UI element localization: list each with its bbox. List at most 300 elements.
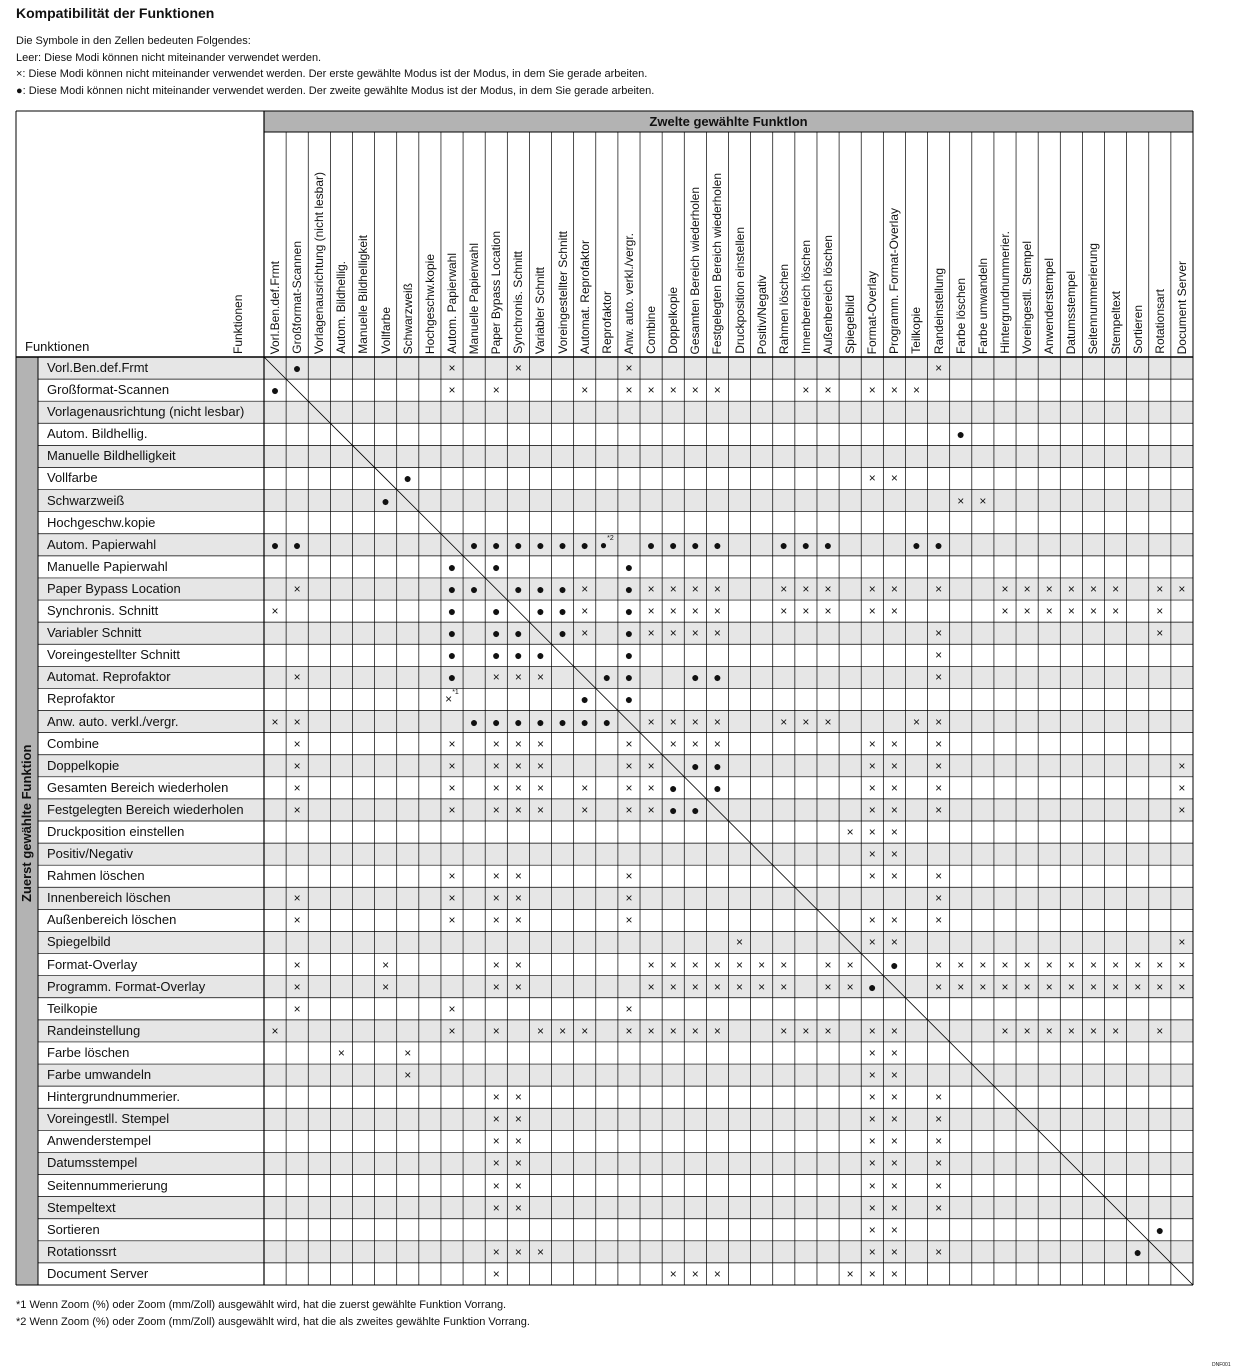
row-shade xyxy=(38,1152,1193,1174)
table-cell-symbol: × xyxy=(625,361,633,375)
row-label: Anwenderstempel xyxy=(47,1133,152,1149)
table-cell-symbol: × xyxy=(868,780,876,795)
table-cell-symbol: × xyxy=(448,361,456,375)
table-cell-symbol: ● xyxy=(492,603,501,620)
table-cell-symbol: × xyxy=(647,979,655,994)
legend-cross: ×: Diese Modi können nicht miteinander verwendet werden. Der erste gewählte Modus ist der Modus, in dem Sie gerade arbeiten. xyxy=(16,68,648,80)
table-cell-symbol: × xyxy=(691,736,699,751)
table-cell-symbol: × xyxy=(868,1134,876,1149)
table-cell-symbol: × xyxy=(1001,957,1009,972)
table-cell-symbol: ● xyxy=(469,713,479,730)
table-cell-symbol: × xyxy=(713,604,721,619)
table-cell-symbol: × xyxy=(337,1045,345,1060)
row-label: Rahmen löschen xyxy=(47,868,145,884)
column-header: Festgelegten Bereich wiederholen xyxy=(710,172,725,354)
table-cell-symbol: ● xyxy=(447,580,457,597)
table-cell-symbol: ● xyxy=(580,691,589,708)
legend-dot: ●: Diese Modi können nicht miteinander verwendet werden. Der zweite gewählte Modus ist der Modus, in dem Sie gerade arbeiten. xyxy=(16,85,655,97)
table-cell-symbol: ● xyxy=(558,603,567,620)
table-cell-symbol: × xyxy=(536,780,544,795)
row-label: Doppelkopie xyxy=(47,757,120,773)
table-cell-symbol: × xyxy=(492,957,500,972)
column-header: Gesamten Bereich wiederholen xyxy=(688,186,703,354)
table-cell-symbol: × xyxy=(1156,1023,1164,1038)
column-header: Reprofaktor xyxy=(599,291,614,354)
table-cell-symbol: × xyxy=(581,1023,589,1038)
table-cell-symbol: × xyxy=(1178,957,1186,972)
table-cell-symbol: × xyxy=(691,714,699,729)
row-label: Seitennummerierung xyxy=(47,1177,168,1193)
table-cell-symbol: ● xyxy=(624,669,634,686)
table-cell-symbol: × xyxy=(1045,979,1053,994)
table-cell-symbol: × xyxy=(293,670,301,685)
table-cell-symbol: × xyxy=(1023,957,1031,972)
table-cell-symbol: × xyxy=(824,383,832,398)
table-cell-symbol: × xyxy=(691,1266,699,1281)
table-cell-symbol: × xyxy=(758,957,766,972)
table-cell-symbol: ● xyxy=(447,669,457,686)
table-cell-symbol: × xyxy=(691,1023,699,1038)
table-cell-symbol: ● xyxy=(447,558,457,575)
table-cell-symbol: × xyxy=(293,802,301,817)
table-cell-symbol: × xyxy=(736,979,744,994)
table-cell-symbol: × xyxy=(448,758,456,773)
table-cell-symbol: × xyxy=(890,869,898,884)
table-cell-symbol: × xyxy=(1001,604,1009,619)
row-label: Spiegelbild xyxy=(47,934,111,950)
table-cell-symbol: × xyxy=(1067,957,1075,972)
table-cell-symbol: × xyxy=(514,869,522,884)
table-cell-symbol: ● xyxy=(514,713,523,730)
row-label: Combine xyxy=(47,735,100,751)
table-cell-symbol: ● xyxy=(447,603,457,620)
table-cell-symbol: × xyxy=(581,383,589,398)
table-cell-symbol: × xyxy=(647,604,655,619)
table-cell-symbol: × xyxy=(382,979,390,994)
column-header: Außenbereich löschen xyxy=(820,234,835,354)
table-cell-symbol: × xyxy=(713,714,721,729)
table-cell-symbol: × xyxy=(935,780,943,795)
table-cell-symbol: × xyxy=(514,979,522,994)
table-cell-symbol: × xyxy=(514,1112,522,1127)
table-cell-symbol: × xyxy=(957,493,965,508)
table-cell-symbol: ● xyxy=(514,580,523,597)
table-cell-symbol: × xyxy=(647,758,655,773)
table-cell-symbol: ● xyxy=(624,580,634,597)
column-header: Voreingestellter Schnitt xyxy=(555,231,570,354)
table-cell-symbol: × xyxy=(625,780,633,795)
footnote-1: *1 Wenn Zoom (%) oder Zoom (mm/Zoll) ausgewählt wird, hat die zuerst gewählte Funktion Vorrang. xyxy=(16,1299,507,1311)
column-header: Doppelkopie xyxy=(666,287,681,354)
column-header: Vorl.Ben.def.Frmt xyxy=(268,260,282,354)
table-cell-symbol: × xyxy=(802,604,810,619)
table-cell-symbol: × xyxy=(780,979,788,994)
column-header: Schwarzweiß xyxy=(400,282,415,354)
table-cell-symbol: ● xyxy=(381,492,390,509)
table-cell-symbol: × xyxy=(581,604,589,619)
table-cell-symbol: × xyxy=(868,1090,876,1105)
column-header: Paper Bypass Location xyxy=(489,230,504,354)
table-cell-symbol: ● xyxy=(536,647,545,664)
column-header: Vollfarbe xyxy=(378,307,393,354)
table-cell-symbol: × xyxy=(1023,1023,1031,1038)
table-cell-symbol: × xyxy=(890,604,898,619)
table-cell-symbol: × xyxy=(890,935,898,950)
table-cell-symbol: × xyxy=(536,736,544,751)
table-cell-symbol: × xyxy=(536,1244,544,1259)
table-cell-symbol: × xyxy=(293,758,301,773)
table-cell-symbol: × xyxy=(868,1156,876,1171)
table-cell-symbol: × xyxy=(625,758,633,773)
table-cell-symbol: × xyxy=(1023,979,1031,994)
table-cell-symbol: × xyxy=(912,714,920,729)
second-function-header: Zwelte gewählte Funktlon xyxy=(649,114,808,129)
table-cell-symbol: × xyxy=(868,1023,876,1038)
table-cell-symbol: × xyxy=(890,1045,898,1060)
table-cell-symbol: × xyxy=(691,604,699,619)
table-cell-symbol: × xyxy=(713,736,721,751)
table-cell-symbol: × xyxy=(1112,604,1120,619)
table-cell-symbol: × xyxy=(625,736,633,751)
table-cell-symbol: × xyxy=(1089,957,1097,972)
table-cell-symbol: × xyxy=(492,670,500,685)
table-cell-symbol: × xyxy=(780,714,788,729)
table-cell-symbol: × xyxy=(935,869,943,884)
table-cell-symbol: × xyxy=(1178,935,1186,950)
table-cell-symbol: × xyxy=(1023,581,1031,596)
table-cell-symbol: ● xyxy=(270,536,280,553)
table-cell-symbol: × xyxy=(868,802,876,817)
row-label: Farbe löschen xyxy=(47,1044,130,1060)
table-cell-symbol: × xyxy=(935,714,943,729)
table-cell-symbol: × xyxy=(271,604,279,619)
table-cell-symbol: ×$^{*1}$ xyxy=(445,689,459,707)
table-cell-symbol: × xyxy=(492,1134,500,1149)
table-cell-symbol: × xyxy=(890,471,898,486)
table-cell-symbol: × xyxy=(669,1266,677,1281)
table-cell-symbol: × xyxy=(1045,581,1053,596)
table-cell-symbol: × xyxy=(1178,758,1186,773)
table-cell-symbol: × xyxy=(293,780,301,795)
table-cell-symbol: × xyxy=(669,979,677,994)
table-cell-symbol: × xyxy=(448,802,456,817)
corner-col-label: Funktionen xyxy=(231,294,245,354)
table-cell-symbol: × xyxy=(713,581,721,596)
table-cell-symbol: × xyxy=(1134,957,1142,972)
table-cell-symbol: × xyxy=(868,825,876,839)
row-shade xyxy=(38,1241,1193,1263)
table-cell-symbol: ● xyxy=(492,558,501,575)
table-cell-symbol: × xyxy=(1178,780,1186,795)
table-cell-symbol: × xyxy=(1001,581,1009,596)
first-function-header: Zuerst gewählte Funktion xyxy=(19,744,34,902)
table-cell-symbol: ● xyxy=(469,580,479,597)
table-cell-symbol: × xyxy=(1156,979,1164,994)
table-cell-symbol: ● xyxy=(536,603,545,620)
table-cell-symbol: × xyxy=(669,714,677,729)
table-cell-symbol: × xyxy=(691,581,699,596)
table-cell-symbol: × xyxy=(514,736,522,751)
table-cell-symbol: ● xyxy=(447,647,457,664)
table-cell-symbol: × xyxy=(890,847,898,862)
table-cell-symbol: × xyxy=(514,670,522,685)
table-cell-symbol: × xyxy=(514,1134,522,1149)
table-cell-symbol: × xyxy=(1112,957,1120,972)
table-cell-symbol: × xyxy=(1112,581,1120,596)
row-label: Farbe umwandeln xyxy=(47,1067,152,1083)
table-cell-symbol: × xyxy=(935,361,943,375)
table-cell-symbol: × xyxy=(669,1023,677,1038)
table-cell-symbol: × xyxy=(669,581,677,596)
column-header: Anw. auto. verkl./vergr. xyxy=(621,232,636,354)
column-header: Datumsstempel xyxy=(1064,270,1079,354)
table-cell-symbol: × xyxy=(1089,979,1097,994)
table-cell-symbol: ● xyxy=(447,625,457,642)
table-cell-symbol: × xyxy=(514,1178,522,1193)
table-cell-symbol: × xyxy=(448,383,456,398)
table-cell-symbol: ● xyxy=(691,801,700,818)
table-cell-symbol: × xyxy=(1112,979,1120,994)
row-label: Teilkopie xyxy=(47,1000,98,1016)
table-cell-symbol: × xyxy=(1067,604,1075,619)
table-cell-symbol: ● xyxy=(668,801,678,818)
table-cell-symbol: × xyxy=(935,1178,943,1193)
table-cell-symbol: × xyxy=(890,758,898,773)
row-shade xyxy=(38,622,1193,644)
table-cell-symbol: × xyxy=(514,802,522,817)
table-cell-symbol: × xyxy=(536,758,544,773)
table-cell-symbol: × xyxy=(890,802,898,817)
table-cell-symbol: × xyxy=(1112,1023,1120,1038)
table-cell-symbol: ● xyxy=(691,669,700,686)
row-label: Reprofaktor xyxy=(47,691,115,707)
table-cell-symbol: ● xyxy=(492,625,501,642)
column-header: Voreingestll. Stempel xyxy=(1020,241,1035,354)
row-label: Druckposition einstellen xyxy=(47,824,185,839)
table-cell-symbol: × xyxy=(492,979,500,994)
table-cell-symbol: × xyxy=(935,648,943,663)
table-cell-symbol: × xyxy=(780,957,788,972)
table-cell-symbol: × xyxy=(691,383,699,398)
table-cell-symbol: × xyxy=(957,979,965,994)
table-cell-symbol: × xyxy=(935,802,943,817)
table-cell-symbol: × xyxy=(890,383,898,398)
row-label: Voreingestll. Stempel xyxy=(47,1111,170,1127)
table-cell-symbol: × xyxy=(1156,581,1164,596)
table-cell-symbol: × xyxy=(824,957,832,972)
table-cell-symbol: × xyxy=(293,581,301,596)
table-cell-symbol: × xyxy=(669,383,677,398)
table-cell-symbol: × xyxy=(935,957,943,972)
table-cell-symbol: × xyxy=(647,780,655,795)
table-cell-symbol: ● xyxy=(934,536,943,553)
table-cell-symbol: × xyxy=(647,1023,655,1038)
column-header: Automat. Reprofaktor xyxy=(577,239,592,354)
table-cell-symbol: ● xyxy=(403,470,412,487)
table-cell-symbol: × xyxy=(979,957,987,972)
table-cell-symbol: × xyxy=(691,957,699,972)
table-cell-symbol: × xyxy=(868,471,876,486)
table-cell-symbol: × xyxy=(293,736,301,751)
table-cell-symbol: × xyxy=(492,1244,500,1259)
table-cell-symbol: ● xyxy=(558,536,567,553)
table-cell-symbol: × xyxy=(492,1156,500,1171)
table-cell-symbol: × xyxy=(713,383,721,398)
table-cell-symbol: × xyxy=(802,383,810,398)
table-cell-symbol: × xyxy=(448,869,456,884)
table-cell-symbol: × xyxy=(890,1200,898,1215)
table-cell-symbol: ● xyxy=(956,426,965,443)
table-cell-symbol: × xyxy=(625,383,633,398)
table-cell-symbol: × xyxy=(935,1134,943,1149)
row-label: Vorlagenausrichtung (nicht lesbar) xyxy=(47,404,245,420)
table-cell-symbol: × xyxy=(1178,802,1186,817)
column-header: Combine xyxy=(644,305,659,354)
row-label: Anw. auto. verkl./vergr. xyxy=(47,713,179,729)
table-cell-symbol: × xyxy=(293,913,301,928)
table-cell-symbol: × xyxy=(890,1112,898,1127)
row-label: Stempeltext xyxy=(47,1199,116,1215)
table-cell-symbol: × xyxy=(890,1023,898,1038)
table-cell-symbol: × xyxy=(492,802,500,817)
table-cell-symbol: × xyxy=(271,1023,279,1038)
column-header: Hintergrundnummerier. xyxy=(997,231,1012,354)
row-label: Paper Bypass Location xyxy=(47,580,181,596)
table-cell-symbol: × xyxy=(868,913,876,928)
table-cell-symbol: × xyxy=(890,1244,898,1259)
column-header: Autom. Papierwahl xyxy=(444,253,459,354)
table-cell-symbol: ● xyxy=(668,779,678,796)
column-header: Innenbereich löschen xyxy=(798,239,813,354)
row-label: Voreingestellter Schnitt xyxy=(47,647,180,663)
table-cell-symbol: ● xyxy=(292,360,302,376)
table-cell-symbol: × xyxy=(868,1244,876,1259)
table-cell-symbol: × xyxy=(1067,1023,1075,1038)
table-cell-symbol: × xyxy=(935,1112,943,1127)
column-header: Farbe umwandeln xyxy=(975,257,990,354)
table-cell-symbol: ● xyxy=(558,713,567,730)
row-label: Variabler Schnitt xyxy=(47,625,142,641)
table-cell-symbol: × xyxy=(669,736,677,751)
legend-empty: Leer: Diese Modi können nicht miteinander verwendet werden. xyxy=(16,52,322,64)
column-header: Stempeltext xyxy=(1108,290,1123,354)
table-cell-symbol: × xyxy=(382,957,390,972)
row-label: Innenbereich löschen xyxy=(47,890,171,906)
table-cell-symbol: × xyxy=(669,604,677,619)
column-header: Synchronis. Schnitt xyxy=(511,251,526,354)
row-label: Außenbereich löschen xyxy=(47,912,177,928)
table-cell-symbol: × xyxy=(581,780,589,795)
table-cell-symbol: × xyxy=(492,736,500,751)
table-cell-symbol: × xyxy=(448,736,456,751)
table-cell-symbol: × xyxy=(713,957,721,972)
column-header: Druckposition einstellen xyxy=(732,227,747,354)
table-cell-symbol: ● xyxy=(514,536,523,553)
table-cell-symbol: × xyxy=(625,802,633,817)
table-cell-symbol: ● xyxy=(691,757,700,774)
row-label: Sortieren xyxy=(47,1221,100,1237)
table-cell-symbol: × xyxy=(514,361,522,375)
row-label: Document Server xyxy=(47,1265,149,1281)
table-cell-symbol: × xyxy=(824,604,832,619)
table-cell-symbol: × xyxy=(514,913,522,928)
table-cell-symbol: ● xyxy=(1133,1243,1142,1260)
table-cell-symbol: × xyxy=(625,1023,633,1038)
table-cell-symbol: × xyxy=(691,626,699,641)
table-cell-symbol: × xyxy=(404,1068,412,1083)
table-cell-symbol: × xyxy=(492,780,500,795)
table-cell-symbol: ● xyxy=(713,757,722,774)
column-header: Document Server xyxy=(1174,260,1189,354)
column-header: Rahmen löschen xyxy=(776,263,791,354)
table-cell-symbol: × xyxy=(625,913,633,928)
table-cell-symbol: × xyxy=(514,758,522,773)
table-cell-symbol: × xyxy=(536,1023,544,1038)
table-cell-symbol: × xyxy=(514,1090,522,1105)
table-cell-symbol: × xyxy=(736,957,744,972)
table-cell-symbol: × xyxy=(868,1222,876,1237)
column-header: Spiegelbild xyxy=(843,295,858,354)
row-label: Gesamten Bereich wiederholen xyxy=(47,779,229,795)
table-cell-symbol: × xyxy=(1089,604,1097,619)
table-cell-symbol: × xyxy=(713,1266,721,1281)
column-header: Seitennummerierung xyxy=(1086,242,1101,354)
column-header: Autom. Bildhellig. xyxy=(334,261,349,354)
table-cell-symbol: × xyxy=(890,1222,898,1237)
table-cell-symbol: × xyxy=(935,891,943,906)
table-cell-symbol: × xyxy=(868,736,876,751)
row-label: Positiv/Negativ xyxy=(47,846,133,862)
table-cell-symbol: × xyxy=(1023,604,1031,619)
table-cell-symbol: × xyxy=(536,802,544,817)
table-cell-symbol: ● xyxy=(868,978,877,995)
table-cell-symbol: × xyxy=(846,825,854,839)
table-cell-symbol: ● xyxy=(492,536,501,553)
row-label: Vollfarbe xyxy=(47,470,98,486)
table-cell-symbol: × xyxy=(404,1045,412,1060)
table-cell-symbol: ● xyxy=(558,625,567,642)
table-cell-symbol: × xyxy=(890,913,898,928)
table-cell-symbol: × xyxy=(824,714,832,729)
column-header: Farbe löschen xyxy=(953,277,968,354)
table-cell-symbol: ● xyxy=(536,536,545,553)
table-cell-symbol: ● xyxy=(514,625,523,642)
column-header: Hochgeschw.kopie xyxy=(422,253,437,354)
table-cell-symbol: × xyxy=(293,957,301,972)
table-cell-symbol: × xyxy=(868,869,876,884)
table-cell-symbol: × xyxy=(514,1244,522,1259)
table-cell-symbol: × xyxy=(647,626,655,641)
table-cell-symbol: × xyxy=(1001,979,1009,994)
table-cell-symbol: × xyxy=(890,1090,898,1105)
table-cell-symbol: × xyxy=(448,891,456,906)
table-cell-symbol: × xyxy=(581,802,589,817)
table-cell-symbol: × xyxy=(912,383,920,398)
table-cell-symbol: × xyxy=(935,626,943,641)
table-cell-symbol: ● xyxy=(602,713,612,730)
table-cell-symbol: × xyxy=(1178,581,1186,596)
table-cell-symbol: × xyxy=(846,979,854,994)
table-cell-symbol: × xyxy=(713,979,721,994)
row-label: Randeinstellung xyxy=(47,1022,141,1038)
table-cell-symbol: ● xyxy=(801,536,811,553)
table-cell-symbol: ● xyxy=(536,580,545,597)
table-cell-symbol: × xyxy=(1089,581,1097,596)
table-cell-symbol: ● xyxy=(713,779,722,796)
table-cell-symbol: ● xyxy=(890,956,899,973)
table-cell-symbol: ●$^{*2}$ xyxy=(599,534,614,552)
table-cell-symbol: × xyxy=(1156,957,1164,972)
